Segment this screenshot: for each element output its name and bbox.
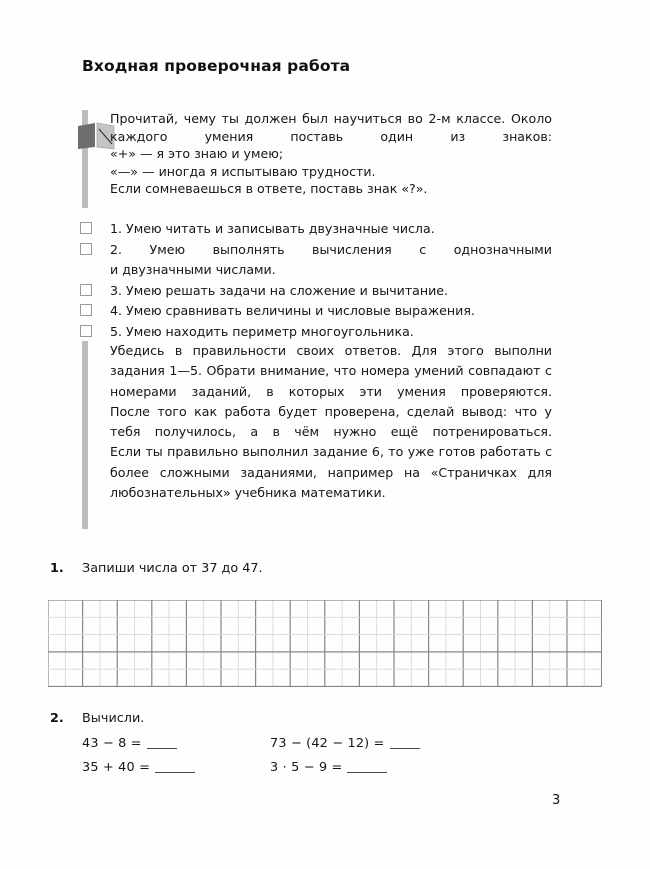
list-item [80, 240, 556, 281]
expression-3-blank[interactable] [155, 772, 195, 773]
verify-paragraph-1: Убедись в правильности своих ответов. Для этого выполни задания 1—5. Обрати внимание, что номера умений совпадают с номерами заданий, в которых эти умения проверяются. [110, 343, 552, 399]
list-item [80, 219, 556, 240]
expression-2-text: 73 − (42 − 12) = [270, 736, 385, 751]
task-1-prompt: Запиши числа от 37 до 47. [82, 561, 263, 576]
skill-checkbox-3[interactable] [80, 284, 92, 296]
page-number: 3 [552, 793, 561, 808]
task-2-number: 2. [50, 711, 64, 726]
expression-list [82, 736, 552, 784]
expression-4 [270, 760, 387, 775]
expression-3-text: 35 + 40 = [82, 760, 151, 775]
verify-paragraph-2: После того как работа будет проверена, сделай вывод: что у тебя получилось, а в чём нужно ещё потренироваться. [110, 403, 552, 440]
intro-text [110, 110, 552, 198]
skill-checkbox-5[interactable] [80, 325, 92, 337]
expression-row [82, 736, 552, 760]
verify-paragraph-3: Если ты правильно выполнил задание 6, то уже готов работать с более сложными заданиями, например на «Страничках для любознательных» учебника математики. [110, 444, 552, 501]
skill-label-1: 1. Умею читать и записывать двузначные числа. [110, 221, 435, 236]
skill-checkbox-2[interactable] [80, 243, 92, 255]
verify-text [110, 341, 552, 503]
answer-grid[interactable] [48, 600, 602, 687]
page-title: Входная проверочная работа [82, 57, 351, 75]
skill-checkbox-1[interactable] [80, 222, 92, 234]
list-item [80, 301, 556, 322]
task-2-prompt: Вычисли. [82, 711, 145, 726]
skill-label-2-continuation: и двузначными числами. [110, 262, 276, 278]
answer-grid-svg[interactable] [48, 600, 602, 687]
skill-checkbox-4[interactable] [80, 304, 92, 316]
intro-paragraph-1: Прочитай, чему ты должен был научиться во 2-м классе. Около каждого умения поставь один из знаков: [110, 111, 552, 144]
expression-3 [82, 760, 195, 775]
skill-label-3: 3. Умею решать задачи на сложение и вычитание. [110, 282, 449, 298]
task-1-number: 1. [50, 561, 64, 576]
skills-checklist [80, 219, 556, 343]
expression-4-text: 3 · 5 − 9 = [270, 760, 343, 775]
skill-label-2: 2. Умею выполнять вычисления с однозначными [110, 241, 552, 257]
expression-4-blank[interactable] [347, 772, 387, 773]
list-item [80, 322, 556, 343]
expression-1 [82, 736, 177, 751]
expression-2 [270, 736, 420, 751]
intro-paragraph-4: Если сомневаешься в ответе, поставь знак «?». [110, 181, 428, 197]
verify-grey-bar [82, 341, 88, 529]
expression-1-text: 43 − 8 = [82, 736, 142, 751]
list-item [80, 281, 556, 302]
intro-paragraph-2: «+» — я это знаю и умею; [110, 146, 284, 162]
intro-paragraph-3: «—» — иногда я испытываю трудности. [110, 163, 376, 179]
skill-label-5: 5. Умею находить периметр многоугольника. [110, 323, 414, 339]
skill-label-4: 4. Умею сравнивать величины и числовые выражения. [110, 303, 475, 319]
expression-row [82, 760, 552, 784]
expression-1-blank[interactable] [147, 748, 177, 749]
expression-2-blank[interactable] [390, 748, 420, 749]
